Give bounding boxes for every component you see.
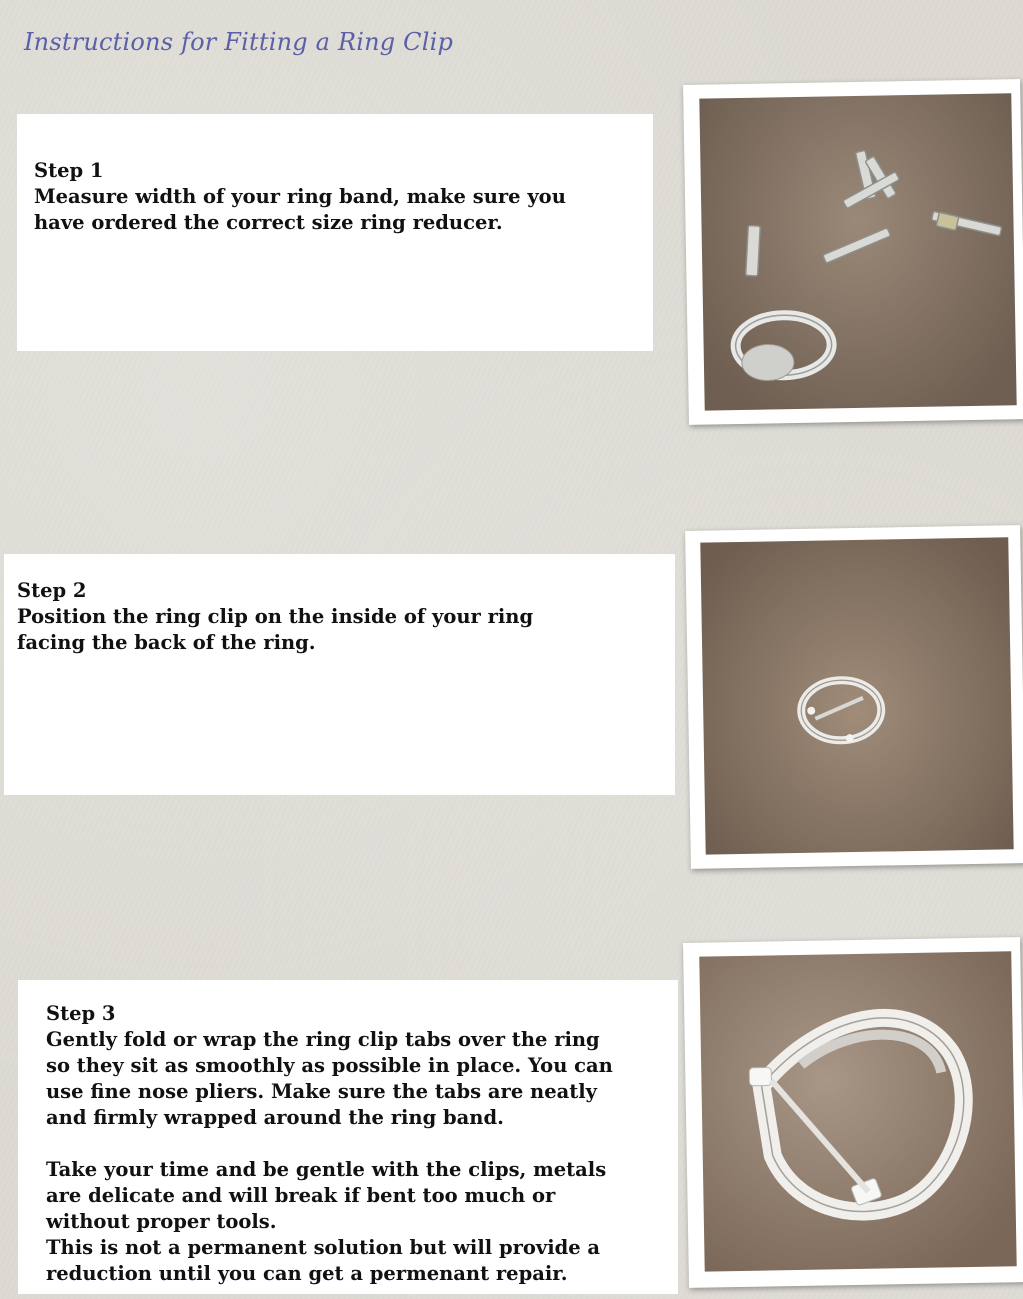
- step-3-title: Step 3: [46, 1002, 116, 1025]
- step-1-photo-frame: [683, 79, 1023, 425]
- step-1-text: Measure width of your ring band, make sure you have ordered the correct size ring reducer.: [34, 185, 566, 234]
- clip-wrapped-ring-photo: [699, 951, 1016, 1271]
- step-2-card: [4, 554, 675, 795]
- step-3-card: [18, 980, 678, 1294]
- step-3-text-2: Take your time and be gentle with the clips, metals are delicate and will break if bent too much or without proper tools. This is not a permanent solution but will provide a reduction until you can get a permenant repair.: [46, 1158, 607, 1285]
- step-1-title: Step 1: [34, 159, 104, 182]
- step-2-text: Position the ring clip on the inside of your ring facing the back of the ring.: [17, 605, 534, 654]
- ring-clips-photo: [699, 93, 1016, 410]
- step-2-photo-frame: [685, 525, 1023, 869]
- step-3-photo-frame: [683, 937, 1023, 1288]
- ring-with-clip-photo: [700, 537, 1013, 854]
- step-2-title: Step 2: [17, 579, 87, 602]
- step-3-text: Gently fold or wrap the ring clip tabs over the ring so they sit as smoothly as possible in place. You can use fine nose pliers. Make sure the tabs are neatly and firmly wrapped around the ring band.: [46, 1028, 613, 1129]
- step-1-card: [17, 114, 653, 351]
- page-title: Instructions for Fitting a Ring Clip: [24, 28, 454, 56]
